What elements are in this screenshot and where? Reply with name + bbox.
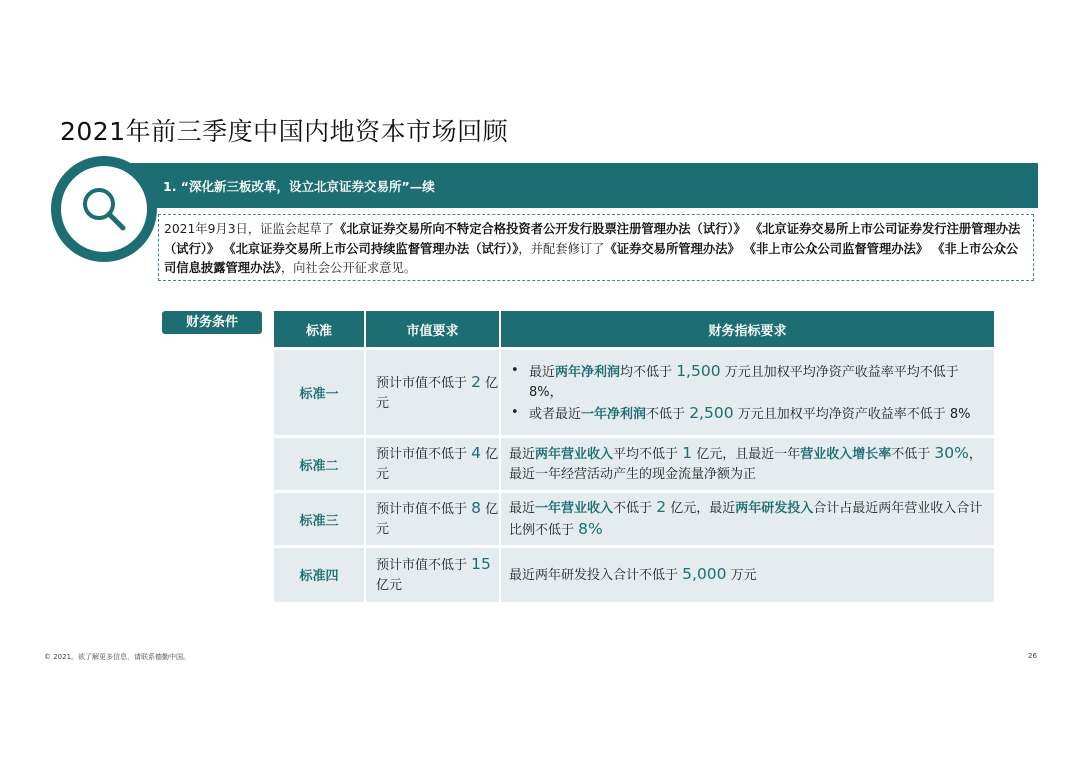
market-value-cell — [365, 437, 500, 492]
desc-tail: ，向社会公开征求意见。 — [280, 261, 417, 275]
mv-unit: 亿元 — [376, 375, 499, 411]
mv-prefix: 预计市值不低于 — [376, 557, 468, 573]
text: 亿元，最近 — [670, 501, 736, 516]
page-title: 2021年前三季度中国内地资本市场回顾 — [60, 117, 509, 146]
mv-number: 4 — [471, 444, 482, 462]
section-heading: 1. “深化新三板改革，设立北京证券交易所”—续 — [163, 179, 435, 194]
text: 最近 — [529, 364, 556, 380]
text: 万元 — [730, 567, 757, 583]
text: 不低于 — [891, 447, 931, 462]
magnifier-icon — [61, 166, 147, 252]
listing-standards-table — [274, 311, 994, 602]
text: 不低于 — [646, 406, 686, 422]
highlight: 营业收入增长率 — [800, 447, 892, 462]
number: 1 — [682, 444, 693, 462]
desc-doc4: 《证券交易所管理办法》 — [604, 241, 740, 256]
desc-doc3: 《北京证券交易所上市公司持续监督管理办法（试行）》 — [223, 241, 519, 256]
highlight: 两年营业收入 — [535, 447, 614, 462]
number: 2,500 — [689, 403, 734, 422]
mv-unit: 亿元 — [376, 502, 499, 537]
text: 最近两年研发投入合计不低于 — [509, 567, 679, 583]
footer-page-number: 26 — [1028, 652, 1037, 660]
mv-prefix: 预计市值不低于 — [376, 447, 468, 462]
standard-cell: 标准四 — [274, 547, 365, 602]
text: 万元且加权平均净资产收益率平均不低于 8%， — [529, 364, 959, 400]
criteria-list — [509, 361, 984, 425]
desc-doc2: 《北京证券交易所上市公司证券发行注册管理办法（试行）》 — [164, 222, 1021, 256]
highlight: 两年研发投入 — [735, 501, 814, 516]
financial-conditions-tag: 财务条件 — [162, 311, 262, 334]
list-item — [529, 361, 984, 403]
table-header-row — [274, 311, 994, 349]
market-value-cell — [365, 492, 500, 547]
text: 或者最近 — [529, 406, 582, 422]
number: 5,000 — [682, 564, 727, 583]
number: 1,500 — [676, 361, 721, 380]
number: 2 — [656, 498, 667, 516]
table-row — [274, 349, 994, 437]
text: 万元且加权平均净资产收益率不低于 8% — [737, 406, 971, 422]
number: 30% — [934, 444, 969, 462]
financial-cell — [500, 492, 994, 547]
list-item — [529, 403, 984, 425]
table-row — [274, 437, 994, 492]
table-row — [274, 492, 994, 547]
desc-doc5: 《非上市公众公司监督管理办法》 — [743, 241, 929, 256]
market-value-cell — [365, 349, 500, 437]
text: 合计占最近两年营业收入合计比例不低于 — [509, 501, 983, 538]
header-standard: 标准 — [274, 311, 365, 349]
text: 平均不低于 — [613, 447, 679, 462]
desc-lead: ，证监会起草了 — [247, 222, 334, 236]
highlight: 两年净利润 — [555, 364, 621, 380]
mv-number: 8 — [471, 499, 482, 517]
desc-doc6: 《非上市公众公司信息披露管理办法》 — [164, 241, 1019, 275]
text: 不低于 — [613, 501, 653, 516]
financial-cell — [500, 349, 994, 437]
text: 最近 — [509, 447, 536, 462]
number: 8% — [578, 520, 603, 538]
mv-unit: 亿元 — [376, 447, 499, 482]
table-row — [274, 547, 994, 602]
header-financial-indicator: 财务指标要求 — [500, 311, 994, 349]
financial-cell — [500, 547, 994, 602]
text: 亿元，且最近一年 — [696, 447, 801, 462]
desc-date: 2021年9月3日 — [164, 222, 248, 236]
header-market-value: 市值要求 — [365, 311, 500, 349]
financial-cell — [500, 437, 994, 492]
description-text — [164, 220, 1030, 279]
text: 均不低于 — [620, 364, 673, 380]
standard-cell: 标准一 — [274, 349, 365, 437]
highlight: 一年营业收入 — [535, 501, 614, 516]
desc-doc1: 《北京证券交易所向不特定合格投资者公开发行股票注册管理办法（试行）》 — [333, 222, 746, 236]
mv-number: 2 — [471, 372, 482, 391]
text: ，最近一年经营活动产生的现金流量净额为正 — [509, 447, 982, 482]
mv-number: 15 — [471, 554, 491, 573]
mv-prefix: 预计市值不低于 — [376, 375, 468, 391]
standard-cell: 标准三 — [274, 492, 365, 547]
market-value-cell — [365, 547, 500, 602]
text: 最近 — [509, 501, 536, 516]
standard-cell: 标准二 — [274, 437, 365, 492]
footer-copyright: © 2021。欲了解更多信息，请联系德勤中国。 — [44, 653, 191, 661]
highlight: 一年净利润 — [581, 406, 647, 422]
mv-unit: 亿元 — [376, 577, 403, 593]
mv-prefix: 预计市值不低于 — [376, 502, 468, 517]
desc-mid: ，并配套修订了 — [518, 241, 605, 256]
